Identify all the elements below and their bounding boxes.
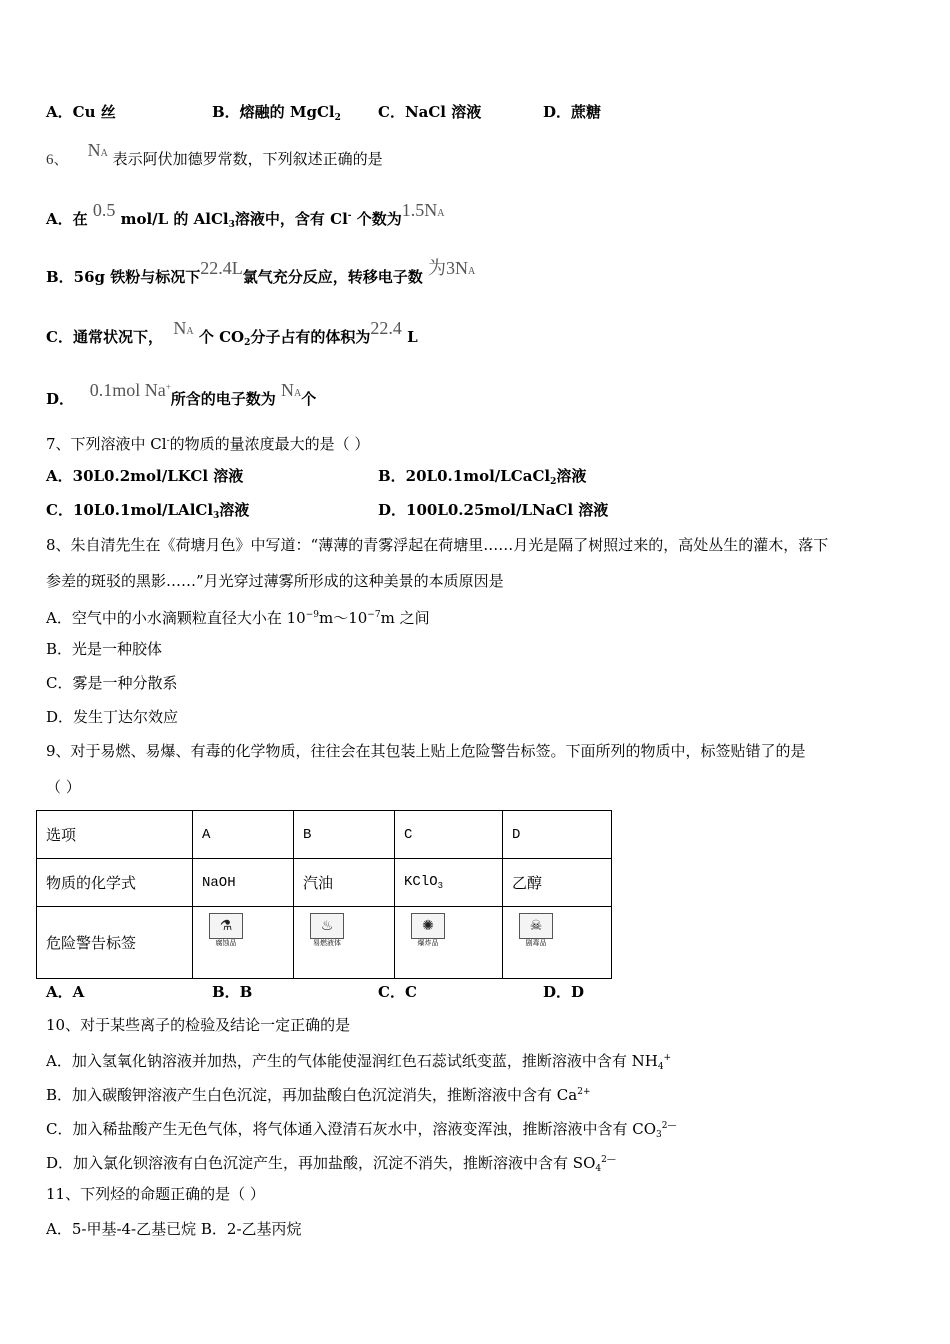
hazard-label-table <box>36 810 612 979</box>
table-row <box>37 811 612 859</box>
text: B．熔融的 MgCl <box>212 103 335 121</box>
q8-option-c: C．雾是一种分散系 <box>46 674 178 692</box>
q5-option-a: A．Cu 丝 <box>46 103 116 121</box>
q6-stem <box>46 140 383 172</box>
row-label: 危险警告标签 <box>37 907 193 979</box>
q9-option-c: C．C <box>378 983 417 1001</box>
q10-stem: 10、对于某些离子的检验及结论一定正确的是 <box>46 1016 351 1034</box>
label-cell: ✺ 爆炸品 <box>395 907 503 979</box>
formula-cell: 汽油 <box>294 859 395 907</box>
formula-cell: NaOH <box>193 859 294 907</box>
question-number: 6、 <box>46 152 69 168</box>
corrosive-icon: ⚗ <box>209 913 243 939</box>
q7-option-a: A．30L0.2mol/LKCl 溶液 <box>46 467 244 485</box>
row-label: 物质的化学式 <box>37 859 193 907</box>
q6-option-a: A．在 0.5 mol/L 的 AlCl$_3$溶液中，含有 Cl- 个数为1.5NA <box>46 200 445 230</box>
q9-option-a: A．A <box>46 983 85 1001</box>
q8-option-a: A．空气中的小水滴颗粒直径大小在 $10^{-9}m\sim 10^{-7}m$ 之间 <box>46 609 430 627</box>
q5-option-c: C．NaCl 溶液 <box>378 103 482 121</box>
q9-stem-line1: 9、对于易燃、易爆、有毒的化学物质，往往会在其包装上贴上危险警告标签。下面所列的物质中，标签贴错了的是 <box>46 742 806 760</box>
q8-option-b: B．光是一种胶体 <box>46 640 163 658</box>
label-cell: ☠ 剧毒品 <box>503 907 612 979</box>
formula-cell: KClO$_3$ <box>395 859 503 907</box>
formula-cell: 乙醇 <box>503 859 612 907</box>
q7-stem: 7、下列溶液中 Cl-的物质的量浓度最大的是（ ） <box>46 435 370 453</box>
q11-options: A．5-甲基-4-乙基已烷 B．2-乙基丙烷 <box>46 1220 302 1238</box>
q10-option-c: C．加入稀盐酸产生无色气体，将气体通入澄清石灰水中，溶液变浑浊，推断溶液中含有 $CO_3^{2—}$ <box>46 1120 677 1140</box>
q5-option-b <box>212 102 341 128</box>
q6-option-b: B．56g 铁粉与标况下22.4L氯气充分反应，转移电子数 为3NA <box>46 258 476 286</box>
flammable-icon: ♨ <box>310 913 344 939</box>
q8-option-d: D．发生丁达尔效应 <box>46 708 179 726</box>
label-cell: ♨ 易燃液体 <box>294 907 395 979</box>
q7-option-b: B．20L0.1mol/LCaCl$_2$溶液 <box>378 467 587 487</box>
q8-stem-line2: 参差的斑驳的黑影……”月光穿过薄雾所形成的这种美景的本质原因是 <box>46 572 504 590</box>
option-cell: C <box>395 811 503 859</box>
label-cell: ⚗ 腐蚀品 <box>193 907 294 979</box>
q11-stem: 11、下列烃的命题正确的是（ ） <box>46 1185 265 1203</box>
q9-option-b: B．B <box>212 983 253 1001</box>
q5-option-d: D．蔗糖 <box>543 103 602 121</box>
q6-option-d: D． 0.1mol Na+所含的电子数为 NA个 <box>46 380 317 408</box>
q8-stem-line1: 8、朱自清先生在《荷塘月色》中写道：“薄薄的青雾浮起在荷塘里……月光是隔了树照过来的，高处丛生的灌木，落下 <box>46 536 829 554</box>
q10-option-d: D．加入氯化钡溶液有白色沉淀产生，再加盐酸，沉淀不消失，推断溶液中含有 $SO_4^{2—}$ <box>46 1154 616 1174</box>
explosive-icon: ✺ <box>411 913 445 939</box>
table-row <box>37 907 612 979</box>
q7-option-d: D．100L0.25mol/LNaCl 溶液 <box>378 501 609 519</box>
q7-option-c: C．10L0.1mol/LAlCl$_3$溶液 <box>46 501 250 521</box>
q10-option-b: B．加入碳酸钾溶液产生白色沉淀，再加盐酸白色沉淀消失，推断溶液中含有 $Ca^{2+}$ <box>46 1086 591 1104</box>
q9-option-d: D．D <box>543 983 585 1001</box>
option-cell: D <box>503 811 612 859</box>
subscript: 2 <box>334 113 341 123</box>
toxic-icon: ☠ <box>519 913 553 939</box>
q10-option-a: A．加入氢氧化钠溶液并加热，产生的气体能使湿润红色石蕊试纸变蓝，推断溶液中含有 $NH_4^+$ <box>46 1052 672 1072</box>
q9-stem-line2: （ ） <box>46 778 81 796</box>
na-symbol: NA <box>87 140 108 160</box>
option-cell: A <box>193 811 294 859</box>
row-label: 选项 <box>37 811 193 859</box>
q6-option-c: C．通常状况下， NA 个 $CO_2$分子占有的体积为22.4 L <box>46 318 418 348</box>
option-cell: B <box>294 811 395 859</box>
table-row <box>37 859 612 907</box>
stem-text: 表示阿伏加德罗常数，下列叙述正确的是 <box>112 150 383 168</box>
